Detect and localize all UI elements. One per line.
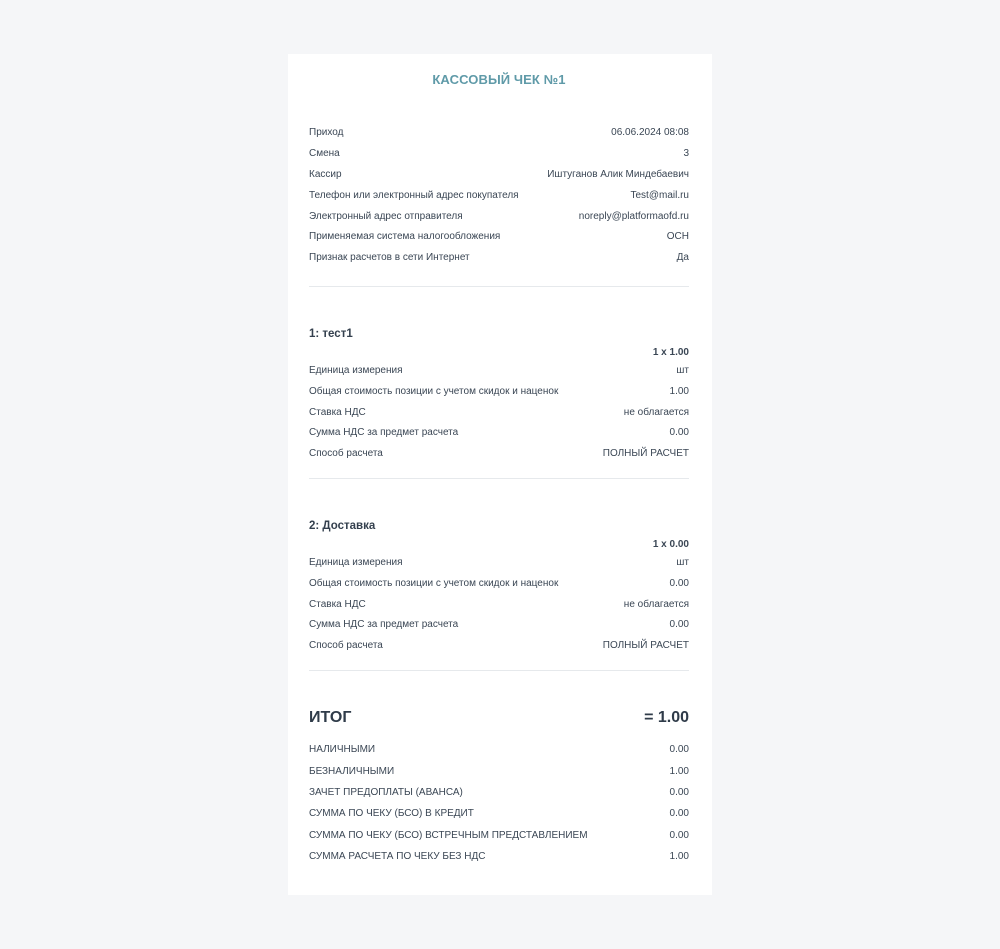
- item-row-value: шт: [676, 556, 689, 568]
- meta-row-shift: [309, 144, 689, 165]
- meta-label: Кассир: [309, 168, 342, 180]
- totals-value: 1.00: [669, 765, 689, 777]
- item-row-label: Сумма НДС за предмет расчета: [309, 619, 459, 631]
- totals-row-without-vat: [309, 847, 689, 868]
- item-quantity: 1 x 0.00: [652, 538, 689, 550]
- divider: [309, 286, 689, 287]
- line-item: [309, 327, 689, 465]
- totals-value: 0.00: [669, 744, 689, 756]
- meta-row-operation: [309, 123, 689, 144]
- totals-label: НАЛИЧНЫМИ: [309, 744, 376, 756]
- item-row-value: 1.00: [669, 385, 689, 397]
- item-row-label: Способ расчета: [309, 640, 383, 652]
- item-row-value: ПОЛНЫЙ РАСЧЕТ: [602, 640, 689, 652]
- item-row-label: Способ расчета: [309, 448, 383, 460]
- totals-label: ЗАЧЕТ ПРЕДОПЛАТЫ (АВАНСА): [309, 787, 463, 799]
- item-row-vat-sum: [309, 615, 689, 636]
- totals-label: СУММА РАСЧЕТА ПО ЧЕКУ БЕЗ НДС: [309, 851, 486, 863]
- meta-value: Test@mail.ru: [630, 189, 689, 201]
- meta-label: Применяемая система налогообложения: [309, 231, 501, 243]
- meta-row-cashier: [309, 165, 689, 186]
- receipt: [288, 54, 712, 895]
- item-row-value: 0.00: [669, 577, 689, 589]
- item-row-label: Общая стоимость позиции с учетом скидок и наценок: [309, 577, 559, 589]
- item-row-unit: [309, 553, 689, 574]
- item-row-label: Единица измерения: [309, 556, 403, 568]
- item-row-label: Ставка НДС: [309, 406, 366, 418]
- item-row-value: не облагается: [623, 406, 689, 418]
- item-row-label: Единица измерения: [309, 364, 403, 376]
- meta-label: Телефон или электронный адрес покупателя: [309, 189, 519, 201]
- item-row-value: 0.00: [669, 619, 689, 631]
- total-row: [309, 706, 689, 730]
- totals-value: 0.00: [669, 808, 689, 820]
- receipt-meta: [309, 123, 689, 269]
- item-row-label: Общая стоимость позиции с учетом скидок и наценок: [309, 385, 559, 397]
- meta-row-sender-email: [309, 206, 689, 227]
- item-quantity: 1 x 1.00: [652, 346, 689, 358]
- payment-totals: [309, 740, 689, 868]
- item-row-unit: [309, 361, 689, 382]
- meta-label: Смена: [309, 148, 340, 160]
- totals-row-prepayment: [309, 782, 689, 803]
- totals-value: 0.00: [669, 787, 689, 799]
- meta-value: 3: [683, 148, 689, 160]
- meta-label: Признак расчетов в сети Интернет: [309, 252, 470, 264]
- item-row-vat-sum: [309, 423, 689, 444]
- meta-value: Да: [676, 252, 689, 264]
- meta-value: Иштуганов Алик Миндебаевич: [547, 168, 689, 180]
- divider: [309, 478, 689, 479]
- meta-label: Приход: [309, 127, 344, 139]
- item-title: 2: Доставка: [309, 519, 376, 532]
- totals-row-cash: [309, 740, 689, 761]
- item-row-total-cost: [309, 381, 689, 402]
- total-label: ИТОГ: [309, 708, 352, 726]
- meta-value: 06.06.2024 08:08: [611, 127, 689, 139]
- item-row-payment-method: [309, 636, 689, 657]
- line-item: [309, 519, 689, 657]
- item-row-value: не облагается: [623, 598, 689, 610]
- totals-value: 1.00: [669, 851, 689, 863]
- totals-label: БЕЗНАЛИЧНЫМИ: [309, 765, 395, 777]
- item-row-value: 0.00: [669, 427, 689, 439]
- meta-label: Электронный адрес отправителя: [309, 210, 463, 222]
- receipt-title: КАССОВЫЙ ЧЕК №1: [432, 72, 566, 87]
- meta-value: noreply@platformaofd.ru: [578, 210, 689, 222]
- item-row-label: Сумма НДС за предмет расчета: [309, 427, 459, 439]
- item-row-value: ПОЛНЫЙ РАСЧЕТ: [602, 448, 689, 460]
- item-row-vat-rate: [309, 594, 689, 615]
- item-row-value: шт: [676, 364, 689, 376]
- meta-row-tax-system: [309, 227, 689, 248]
- meta-value: ОСН: [666, 231, 689, 243]
- totals-row-counter-provision: [309, 825, 689, 846]
- meta-row-internet-payment: [309, 248, 689, 269]
- totals-label: СУММА ПО ЧЕКУ (БСО) ВСТРЕЧНЫМ ПРЕДСТАВЛЕНИЕМ: [309, 829, 588, 841]
- totals-row-cashless: [309, 761, 689, 782]
- item-row-vat-rate: [309, 402, 689, 423]
- totals-row-credit: [309, 804, 689, 825]
- item-row-label: Ставка НДС: [309, 598, 366, 610]
- item-row-total-cost: [309, 573, 689, 594]
- totals-label: СУММА ПО ЧЕКУ (БСО) В КРЕДИТ: [309, 808, 474, 820]
- meta-row-buyer-contact: [309, 185, 689, 206]
- totals-value: 0.00: [669, 829, 689, 841]
- item-row-payment-method: [309, 444, 689, 465]
- total-value: = 1.00: [644, 708, 689, 726]
- item-title: 1: тест1: [309, 327, 353, 340]
- divider: [309, 670, 689, 671]
